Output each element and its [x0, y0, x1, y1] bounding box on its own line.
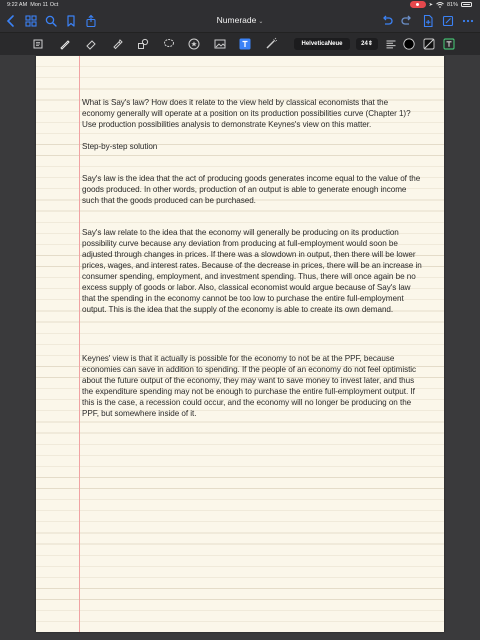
- document-title-text: Numerade: [216, 15, 257, 25]
- answer-paragraph-1[interactable]: Say's law is the idea that the act of producing goods generates income equal to the value of the goods produced. In other words, production of an output is able to generate enough income such that the goods produced can be purchased.: [82, 174, 421, 205]
- wifi-icon: [436, 2, 444, 8]
- font-size-stepper[interactable]: 24⇕: [356, 38, 378, 50]
- solution-label[interactable]: Step-by-step solution: [82, 142, 158, 151]
- more-icon[interactable]: [461, 14, 475, 28]
- text-box-options-icon[interactable]: [442, 37, 456, 51]
- pen-tool-icon[interactable]: [58, 37, 72, 51]
- document-nav-bar: [0, 10, 480, 32]
- eraser-tool-icon[interactable]: [84, 37, 98, 51]
- screen-recording-icon[interactable]: [410, 1, 426, 8]
- add-page-icon[interactable]: [421, 14, 435, 28]
- question-text[interactable]: What is Say's law? How does it relate to the view held by classical economists that the economy generally will operate at a position on its production possibilities curve (Chapter 1)? Use production possibilities analysis to demonstrate Keynes's view on this matter.: [82, 98, 411, 129]
- image-tool-icon[interactable]: [213, 37, 227, 51]
- location-icon: ➤: [428, 1, 433, 8]
- highlighter-tool-icon[interactable]: [110, 37, 124, 51]
- lasso-tool-icon[interactable]: [162, 37, 176, 51]
- status-time: 9:22 AM: [7, 2, 28, 8]
- shapes-tool-icon[interactable]: [136, 37, 150, 51]
- answer-paragraph-2[interactable]: Say's law relate to the idea that the economy will generally be producing on its production possibility curve because any deviation from producing at full-employment would soon be adjusted through changes in prices. If there was a slowdown in output, then there will be lower prices, wages, and interest rates. Because of the decrease in prices, there will be an increase in consumer spending, employment, and investment spending. Thus, there will once again be no excess supply of goods or labor. Also, classical economist would argue because of Say's law that the spending in the economy cannot be too low to purchase the entire full-employment output. This is the idea that the supply of the economy is able to create its own demand.: [82, 228, 422, 314]
- laser-pointer-icon[interactable]: [264, 37, 278, 51]
- undo-icon[interactable]: [380, 14, 394, 28]
- answer-paragraph-3[interactable]: Keynes' view is that it actually is possible for the economy to not be at the PPF, because economies can save in addition to spending. If the people of an economy do not feel optimistic about the future output of the economy, they may want to save money to invest later, and thus the expenditure spending may not be enough to purchase the entire full-employment output. If this is the case, a recession could occur, and the economy will no longer be producing on the PPF, but somewhere inside of it.: [82, 354, 417, 418]
- status-right-group: [410, 1, 472, 8]
- text-tool-icon[interactable]: [238, 37, 252, 51]
- page-margin-line: [79, 56, 80, 632]
- no-fill-icon[interactable]: [422, 37, 436, 51]
- font-size-value: 24: [361, 41, 368, 47]
- status-bar: [0, 0, 480, 10]
- notebook-page[interactable]: [36, 56, 444, 632]
- edit-page-icon[interactable]: [441, 14, 455, 28]
- redo-icon[interactable]: [400, 14, 414, 28]
- text-alignment-icon[interactable]: [384, 37, 398, 51]
- chevron-down-icon: ⌄: [258, 19, 264, 25]
- annotation-toolbar: [0, 32, 480, 55]
- elements-sticker-icon[interactable]: [187, 37, 201, 51]
- text-color-swatch-icon[interactable]: [402, 37, 416, 51]
- battery-percent: 81%: [446, 1, 458, 8]
- font-family-button[interactable]: HelveticaNeue: [294, 38, 350, 50]
- read-only-mode-icon[interactable]: [31, 37, 45, 51]
- battery-icon: [461, 2, 472, 7]
- status-date: Mon 11 Oct: [30, 2, 59, 8]
- status-time-date: [7, 2, 58, 8]
